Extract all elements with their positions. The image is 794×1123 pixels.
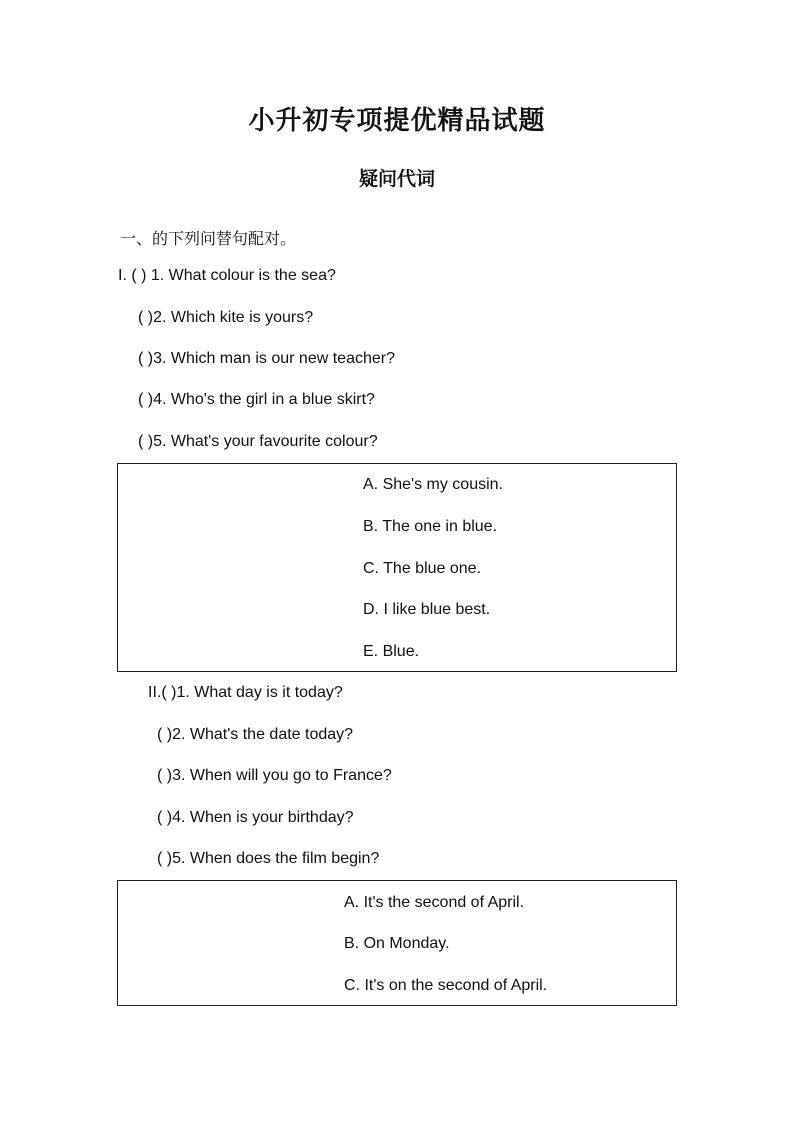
- question-2-2: ( )2. What's the date today?: [157, 726, 354, 743]
- question-1-4: ( )4. Who's the girl in a blue skirt?: [138, 391, 375, 408]
- option-2-b: B. On Monday.: [344, 935, 450, 952]
- question-2-1: II.( )1. What day is it today?: [148, 684, 343, 701]
- question-2-4: ( )4. When is your birthday?: [157, 809, 354, 826]
- section-heading: 一、的下列问替句配对。: [120, 229, 297, 248]
- question-2-3: ( )3. When will you go to France?: [157, 767, 392, 784]
- option-1-b: B. The one in blue.: [363, 518, 498, 535]
- question-1-5: ( )5. What's your favourite colour?: [138, 433, 378, 450]
- option-1-a: A. She's my cousin.: [363, 476, 503, 493]
- answer-box-2: [117, 880, 677, 1006]
- page-title: 小升初专项提优精品试题: [248, 106, 546, 136]
- question-1-1: I. ( ) 1. What colour is the sea?: [118, 267, 336, 284]
- option-1-d: D. I like blue best.: [363, 601, 491, 618]
- answer-box-1: [117, 463, 677, 672]
- question-1-2: ( )2. Which kite is yours?: [138, 309, 314, 326]
- question-2-5: ( )5. When does the film begin?: [157, 850, 380, 867]
- page-subtitle: 疑问代词: [358, 168, 435, 190]
- question-1-3: ( )3. Which man is our new teacher?: [138, 350, 395, 367]
- option-2-a: A. It's the second of April.: [344, 894, 525, 911]
- option-1-c: C. The blue one.: [363, 560, 482, 577]
- option-2-c: C. It's on the second of April.: [344, 977, 548, 994]
- option-1-e: E. Blue.: [363, 643, 420, 660]
